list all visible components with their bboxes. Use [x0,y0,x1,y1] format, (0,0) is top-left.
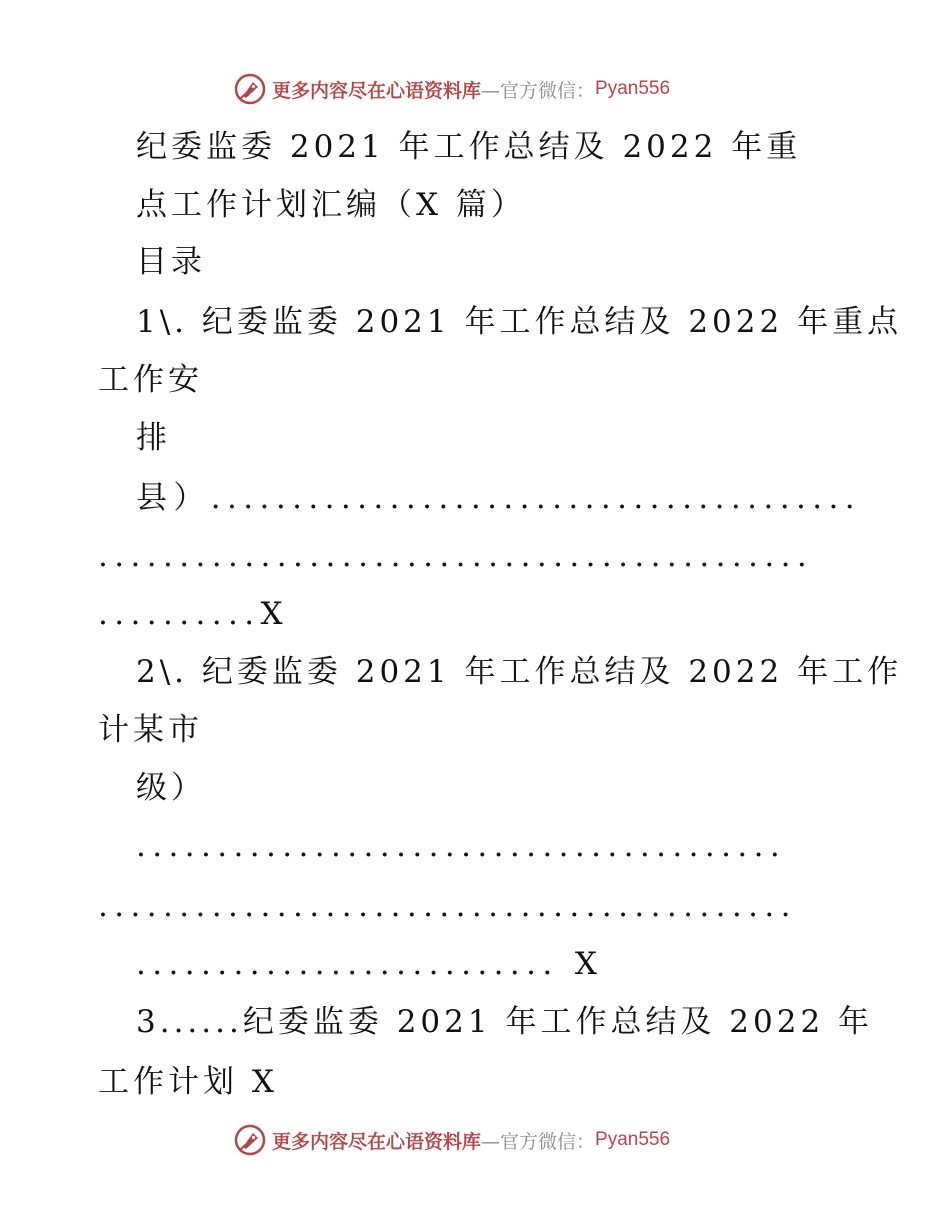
toc-item-2-line-2: 计某市 [98,712,203,748]
toc-heading: 目录 [136,244,206,280]
doc-title-line-1: 纪委监委 2021 年工作总结及 2022 年重 [136,129,802,165]
toc-item-2-leader-1: ........................................ [136,828,787,864]
watermark-text: 更多内容尽在心语资料库 [272,79,482,102]
toc-item-1-leader-2: ............................................ [98,538,814,574]
toc-item-1-leader-1: 县）........................................ [136,480,861,516]
toc-item-1-leader-3: ..........X [98,596,290,632]
watermark-wechat-id: Pyan556 [595,78,671,99]
toc-item-1-line-1: 1\. 纪委监委 2021 年工作总结及 2022 年重点 [136,304,903,340]
toc-item-1-line-2: 工作安 [98,362,203,398]
doc-title-line-2: 点工作计划汇编（X 篇） [136,187,526,223]
toc-item-2-line-1: 2\. 纪委监委 2021 年工作总结及 2022 年工作 [136,654,903,690]
watermark-separator: —官方微信： [481,1130,596,1153]
toc-item-3-line-1: 3......纪委监委 2021 年工作总结及 2022 年 [136,1004,874,1040]
toc-item-2-line-3: 级） [136,770,206,806]
toc-item-2-leader-3: .......................... X [136,946,604,982]
watermark-text: 更多内容尽在心语资料库 [272,1130,482,1153]
pen-nib-logo-icon [234,1124,266,1156]
toc-item-1-line-3: 排 [136,420,171,456]
watermark-separator: —官方微信： [481,79,596,102]
watermark-wechat-id: Pyan556 [595,1129,671,1150]
footer-watermark [234,1123,670,1157]
toc-item-2-leader-2: ........................................... [98,888,797,924]
toc-item-3-line-2: 工作计划 X [98,1064,278,1100]
